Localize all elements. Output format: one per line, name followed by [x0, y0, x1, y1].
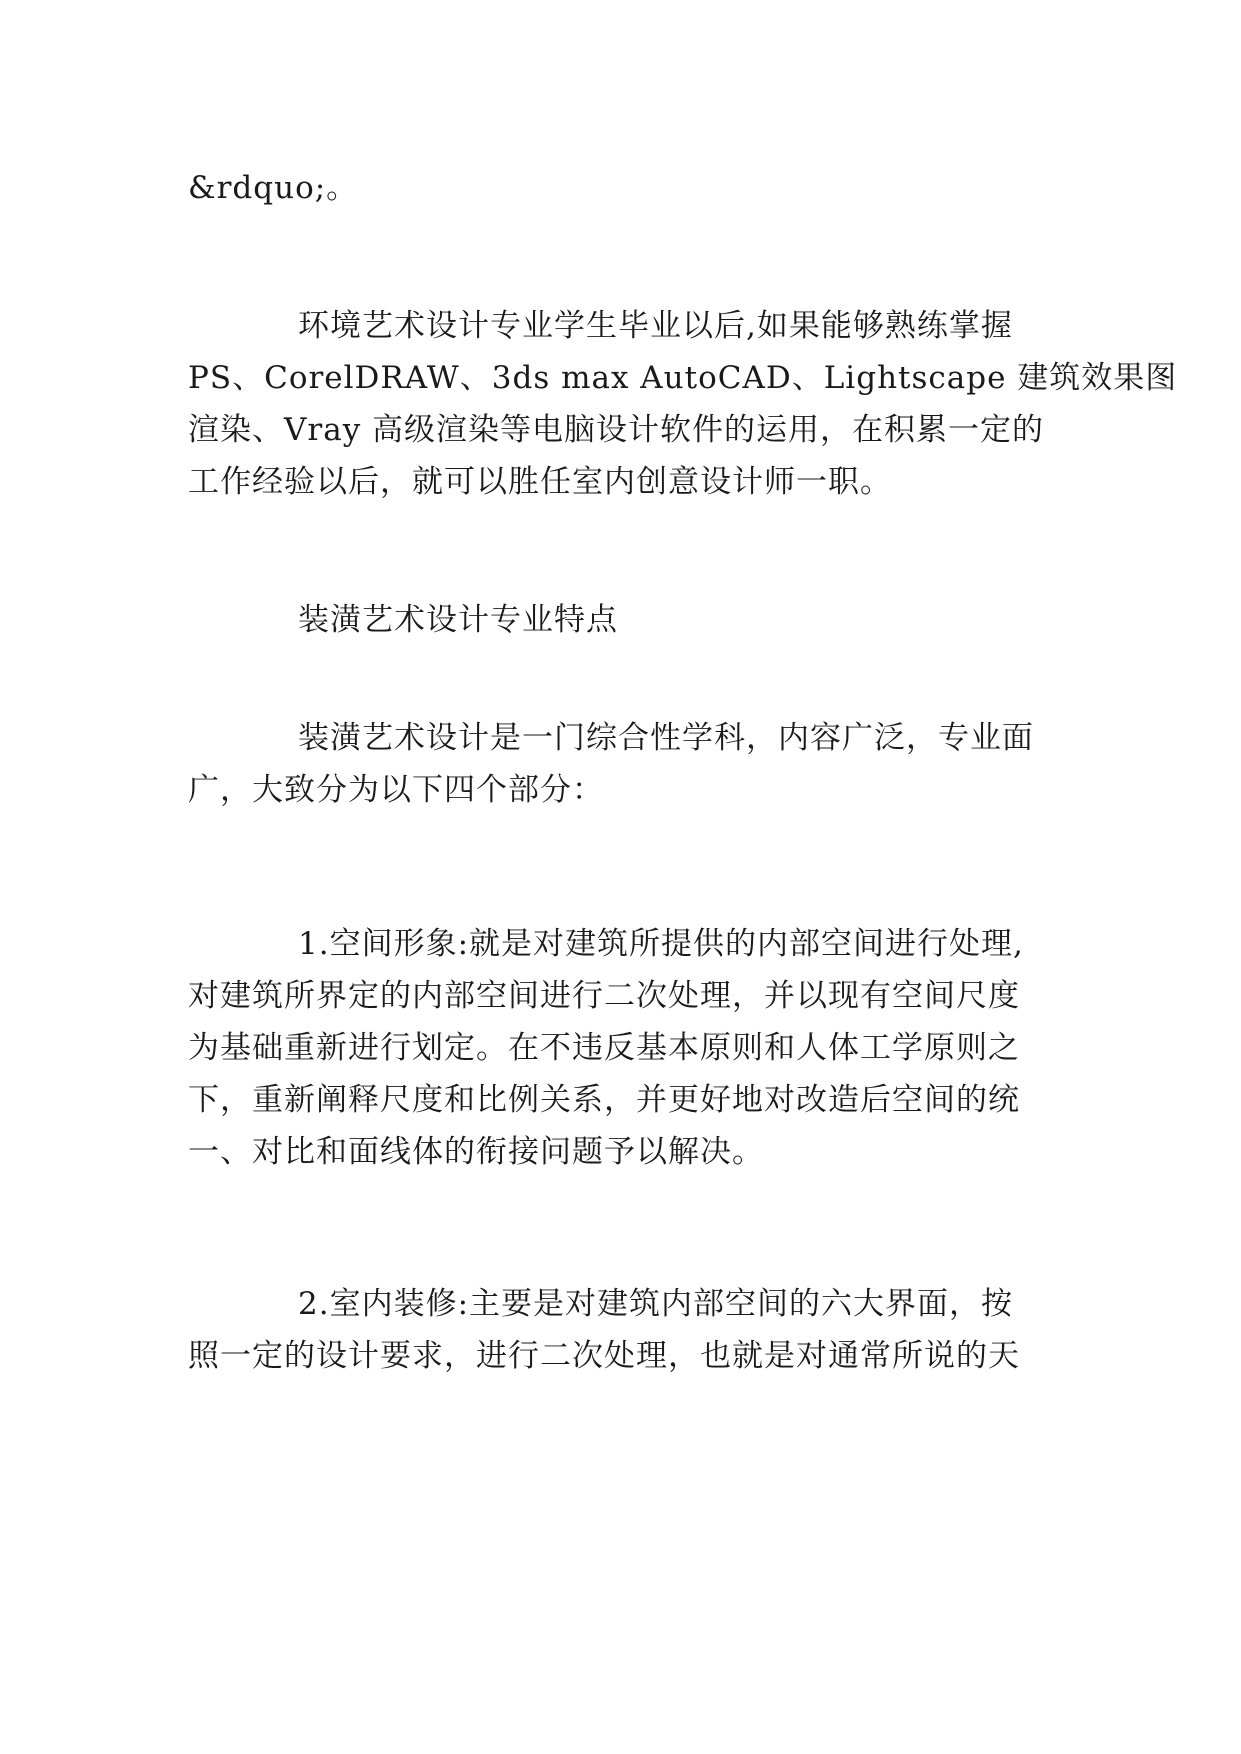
paragraph-line: 2.室内装修:主要是对建筑内部空间的六大界面，按 [298, 1286, 1014, 1322]
paragraph-line: 广，大致分为以下四个部分： [188, 772, 604, 808]
section-heading: 装潢艺术设计专业特点 [298, 602, 618, 638]
paragraph-line: 下，重新阐释尺度和比例关系，并更好地对改造后空间的统 [188, 1082, 1020, 1118]
paragraph-line: 一、对比和面线体的衔接问题予以解决。 [188, 1134, 764, 1170]
paragraph-line: 工作经验以后，就可以胜任室内创意设计师一职。 [188, 464, 892, 500]
paragraph-line: 1.空间形象:就是对建筑所提供的内部空间进行处理, [298, 926, 1024, 962]
paragraph-line: 环境艺术设计专业学生毕业以后,如果能够熟练掌握 [298, 308, 1013, 344]
paragraph-line: 照一定的设计要求，进行二次处理，也就是对通常所说的天 [188, 1338, 1020, 1374]
paragraph-line: PS、CorelDRAW、3ds max AutoCAD、Lightscape 建筑效果图 [188, 360, 1178, 396]
paragraph-line: 为基础重新进行划定。在不违反基本原则和人体工学原则之 [188, 1030, 1020, 1066]
paragraph-line: 对建筑所界定的内部空间进行二次处理，并以现有空间尺度 [188, 978, 1020, 1014]
paragraph-line: 装潢艺术设计是一门综合性学科，内容广泛，专业面 [298, 720, 1034, 756]
fragment-line: &rdquo;。 [188, 170, 359, 206]
paragraph-line: 渲染、Vray 高级渲染等电脑设计软件的运用，在积累一定的 [188, 412, 1045, 448]
